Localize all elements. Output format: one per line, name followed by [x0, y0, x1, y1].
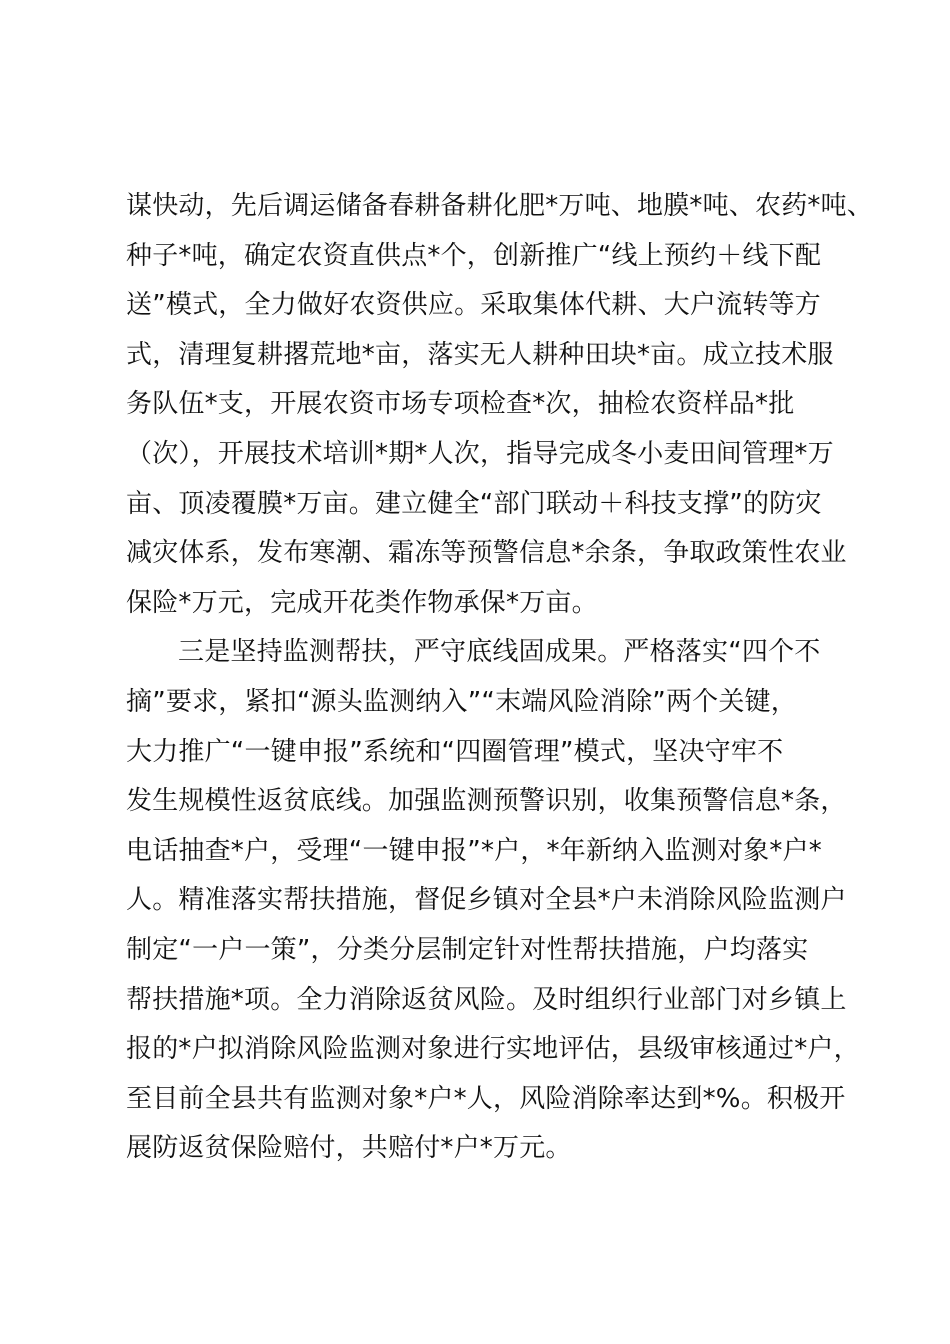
text-line: 人。精准落实帮扶措施，督促乡镇对全县*户未消除风险监测户 — [126, 885, 847, 916]
paragraph-start-line: 三是坚持监测帮扶，严守底线固成果。严格落实“四个不 — [178, 637, 821, 668]
text-line: 大力推广“一键申报”系统和“四圈管理”模式，坚决守牢不 — [126, 736, 784, 767]
text-line: 发生规模性返贫底线。加强监测预警识别，收集预警信息*条， — [126, 786, 847, 817]
text-line: 送”模式，全力做好农资供应。采取集体代耕、大户流转等方 — [126, 290, 821, 321]
text-line: 展防返贫保险赔付，共赔付*户*万元。 — [126, 1133, 572, 1164]
text-line: （次），开展技术培训*期*人次，指导完成冬小麦田间管理*万 — [126, 438, 834, 469]
text-line: 务队伍*支，开展农资市场专项检查*次，抽检农资样品*批 — [126, 389, 795, 420]
text-line: 电话抽查*户，受理“一键申报”*户，*年新纳入监测对象*户* — [126, 835, 822, 866]
text-line: 报的*户拟消除风险监测对象进行实地评估，县级审核通过*户， — [126, 1034, 860, 1065]
text-line: 式，清理复耕撂荒地*亩，落实无人耕种田块*亩。成立技术服 — [126, 339, 834, 370]
text-line: 帮扶措施*项。全力消除返贫风险。及时组织行业部门对乡镇上 — [126, 984, 847, 1015]
text-line: 种子*吨，确定农资直供点*个，创新推广“线上预约＋线下配 — [126, 240, 822, 271]
body-text — [126, 182, 874, 1174]
text-line: 谋快动，先后调运储备春耕备耕化肥*万吨、地膜*吨、农药*吨、 — [126, 191, 874, 221]
text-line: 至目前全县共有监测对象*户*人，风险消除率达到*%。积极开 — [126, 1083, 846, 1114]
text-line: 摘”要求，紧扣“源头监测纳入”“末端风险消除”两个关键， — [126, 686, 797, 717]
text-line: 减灾体系，发布寒潮、霜冻等预警信息*余条，争取政策性农业 — [126, 538, 847, 569]
text-line: 保险*万元，完成开花类作物承保*万亩。 — [126, 587, 598, 618]
text-line: 亩、顶凌覆膜*万亩。建立健全“部门联动＋科技支撑”的防灾 — [126, 488, 822, 519]
text-line: 制定“一户一策”，分类分层制定针对性帮扶措施，户均落实 — [126, 934, 809, 965]
